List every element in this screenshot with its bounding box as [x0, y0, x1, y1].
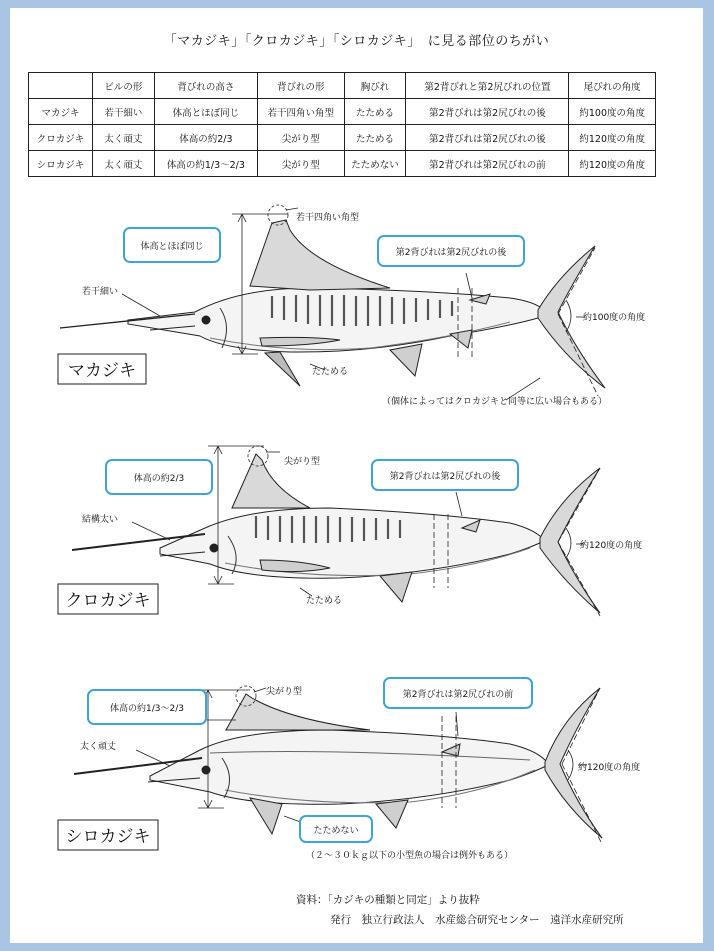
table-cell: 約100度の角度: [569, 99, 656, 125]
page: [10, 8, 703, 943]
table-header: 胸びれ: [344, 73, 406, 99]
fish-name-kurokajiki: クロカジキ: [65, 591, 151, 611]
table-cell: 尖がり型: [257, 151, 344, 177]
bill-label-kurokajiki: 結構太い: [82, 515, 119, 525]
page-title: 「マカジキ」「クロカジキ」「シロカジキ」 に見る部位のちがい: [163, 34, 550, 49]
table-cell: たためる: [344, 99, 406, 125]
table-header: ビルの形: [92, 73, 154, 99]
pectoral-label-shirokajiki: たためない: [313, 826, 359, 836]
table-cell: たためる: [344, 125, 406, 151]
table-cell: 体高の約2/3: [154, 125, 257, 151]
fish-name-shirokajiki: シロカジキ: [65, 827, 151, 847]
note-shirokajiki: （２～３０ｋｇ以下の小型魚の場合は例外もある）: [306, 851, 514, 861]
table-cell: マカジキ: [29, 99, 93, 125]
fin-shape-label-shirokajiki: 尖がり型: [266, 687, 303, 697]
bill-label-makajiki: 若干細い: [82, 287, 119, 297]
fish-name-makajiki: マカジキ: [68, 361, 136, 381]
table-cell: シロカジキ: [29, 151, 93, 177]
table-cell: 第2背びれは第2尻びれの後: [406, 125, 569, 151]
source-text: 資料：「カジキの種類と同定」より抜粋: [296, 894, 480, 906]
table-cell: たためない: [344, 151, 406, 177]
table-cell: 若干四角い角型: [257, 99, 344, 125]
table-cell: 第2背びれは第2尻びれの後: [406, 99, 569, 125]
table-header: 背びれの高さ: [154, 73, 257, 99]
height-callout-makajiki: 体高とほぼ同じ: [140, 242, 204, 252]
position-callout-makajiki: 第2背びれは第2尻びれの後: [395, 248, 507, 258]
height-callout-kurokajiki: 体高の約2/3: [133, 474, 185, 484]
table-cell: 第2背びれは第2尻びれの前: [406, 151, 569, 177]
note-makajiki: （個体によってはクロカジキと同等に広い場合もある）: [382, 397, 608, 407]
bill-label-shirokajiki: 太く頑丈: [80, 742, 117, 752]
table-cell: 太く頑丈: [92, 151, 154, 177]
table-cell: 尖がり型: [257, 125, 344, 151]
table-header: 背びれの形: [257, 73, 344, 99]
fin-shape-label-makajiki: 若干四角い角型: [296, 213, 360, 223]
position-callout-shirokajiki: 第2背びれは第2尻びれの前: [402, 690, 514, 700]
table-cell: 体高とほぼ同じ: [154, 99, 257, 125]
fin-shape-label-kurokajiki: 尖がり型: [284, 457, 321, 467]
pectoral-label-makajiki: たためる: [312, 367, 349, 377]
table-cell: 若干細い: [92, 99, 154, 125]
position-callout-kurokajiki: 第2背びれは第2尻びれの後: [389, 472, 501, 482]
table-header: 第2背びれと第2尻びれの位置: [406, 73, 569, 99]
table-header: 尾びれの角度: [569, 73, 656, 99]
fish-figures: [10, 8, 703, 943]
tail-angle-label-kurokajiki: 約120度の角度: [580, 541, 643, 551]
tail-angle-label-shirokajiki: 約120度の角度: [578, 763, 641, 773]
height-callout-shirokajiki: 体高の約1/3～2/3: [110, 704, 184, 714]
table-cell: 体高の約1/3～2/3: [154, 151, 257, 177]
publisher-text: 発行 独立行政法人 水産総合研究センター 遠洋水産研究所: [330, 914, 624, 926]
table-cell: クロカジキ: [29, 125, 93, 151]
tail-angle-label-makajiki: 約100度の角度: [583, 313, 646, 323]
table-cell: 約120度の角度: [569, 151, 656, 177]
table-cell: 太く頑丈: [92, 125, 154, 151]
pectoral-label-kurokajiki: たためる: [306, 596, 343, 606]
table-cell: 約120度の角度: [569, 125, 656, 151]
